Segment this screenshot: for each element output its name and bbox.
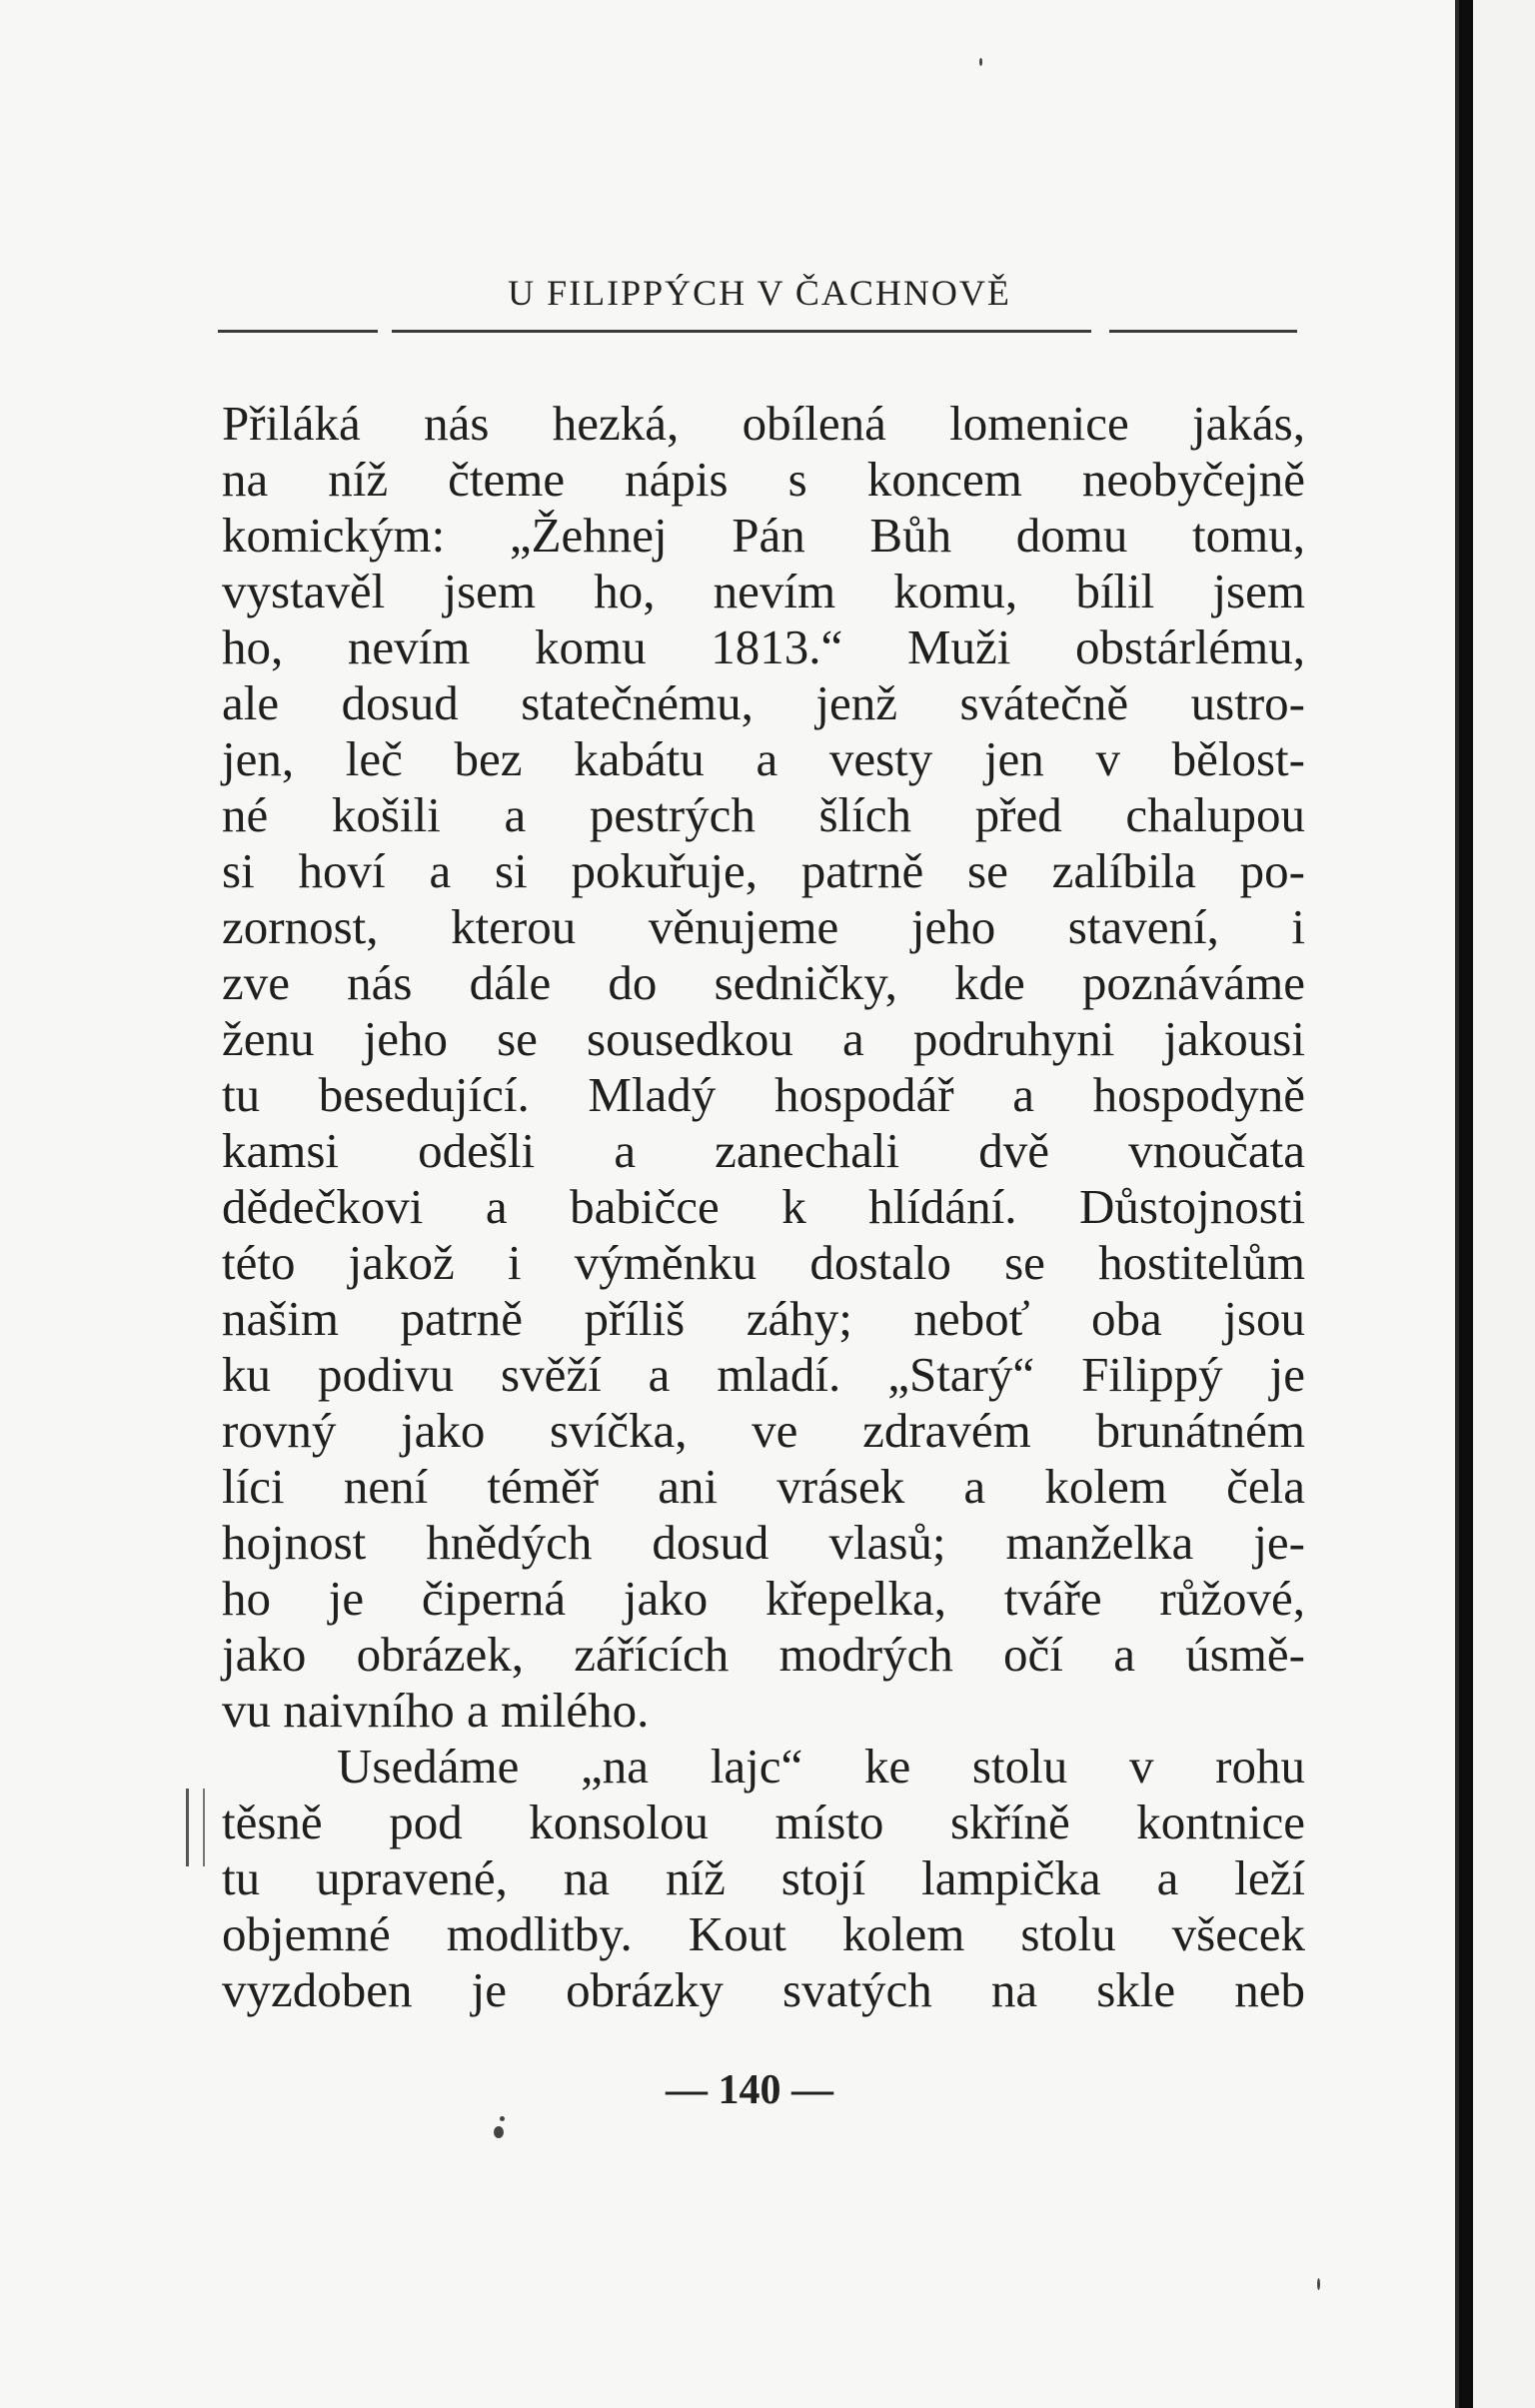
- header-rule-right: [1109, 330, 1297, 333]
- text-line: líci není téměř ani vrásek a kolem čela: [222, 1459, 1305, 1514]
- ink-speck: [500, 2116, 505, 2121]
- text-line: Přiláká nás hezká, obílená lomenice jakás,: [222, 396, 1305, 451]
- text-line: tu upravené, na níž stojí lampička a leží: [222, 1850, 1305, 1905]
- text-line: zornost, kterou věnujeme jeho stavení, i: [222, 899, 1305, 954]
- text-line: ženu jeho se sousedkou a podruhyni jakousi: [222, 1011, 1305, 1066]
- text-line: komickým: „Žehnej Pán Bůh domu tomu,: [222, 508, 1305, 563]
- ink-speck: [494, 2126, 504, 2138]
- text-line: vystavěl jsem ho, nevím komu, bílil jsem: [222, 564, 1305, 618]
- text-line: objemné modlitby. Kout kolem stolu všecek: [222, 1906, 1305, 1961]
- text-line: kamsi odešli a zanechali dvě vnoučata: [222, 1123, 1305, 1178]
- text-line: na níž čteme nápis s koncem neobyčejně: [222, 452, 1305, 507]
- running-title: U FILIPPÝCH V ČACHNOVĚ: [508, 273, 1011, 313]
- header-rule-center: [392, 330, 1091, 333]
- text-line: jen, leč bez kabátu a vesty jen v bělost-: [222, 731, 1305, 786]
- text-line: tu besedující. Mladý hospodář a hospodyně: [222, 1067, 1305, 1122]
- header-rule-left: [218, 330, 378, 333]
- text-line: vu naivního a milého.: [222, 1683, 650, 1738]
- text-line: hojnost hnědých dosud vlasů; manželka je-: [222, 1515, 1305, 1570]
- text-line: ku podivu svěží a mladí. „Starý“ Filippý je: [222, 1347, 1305, 1402]
- text-line: vyzdoben je obrázky svatých na skle neb: [222, 1962, 1305, 2017]
- next-page-edge: [1473, 0, 1535, 2408]
- text-line: rovný jako svíčka, ve zdravém brunátném: [222, 1403, 1305, 1458]
- text-line: ho je čiperná jako křepelka, tváře růžové,: [222, 1571, 1305, 1626]
- page-number: — 140 —: [666, 2067, 833, 2113]
- margin-pencil-mark: [186, 1789, 205, 1866]
- text-line-paragraph-start: Usedáme „na lajc“ ke stolu v rohu: [337, 1739, 1305, 1794]
- text-line: našim patrně příliš záhy; neboť oba jsou: [222, 1291, 1305, 1346]
- text-line: těsně pod konsolou místo skříně kontnice: [222, 1795, 1305, 1849]
- ink-speck: [1317, 2278, 1320, 2290]
- text-line: ale dosud statečnému, jenž svátečně ustro-: [222, 675, 1305, 730]
- text-line: si hoví a si pokuřuje, patrně se zalíbila po-: [222, 843, 1305, 898]
- ink-speck: [979, 58, 982, 66]
- text-line: zve nás dále do sedničky, kde poznáváme: [222, 955, 1305, 1010]
- text-line: dědečkovi a babičce k hlídání. Důstojnosti: [222, 1179, 1305, 1234]
- text-line: jako obrázek, zářících modrých očí a úsmě-: [222, 1627, 1305, 1682]
- text-line: né košili a pestrých šlích před chalupou: [222, 787, 1305, 842]
- text-line: ho, nevím komu 1813.“ Muži obstárlému,: [222, 619, 1305, 674]
- body-text: [222, 396, 1305, 2018]
- text-line: této jakož i výměnku dostalo se hostitelům: [222, 1235, 1305, 1290]
